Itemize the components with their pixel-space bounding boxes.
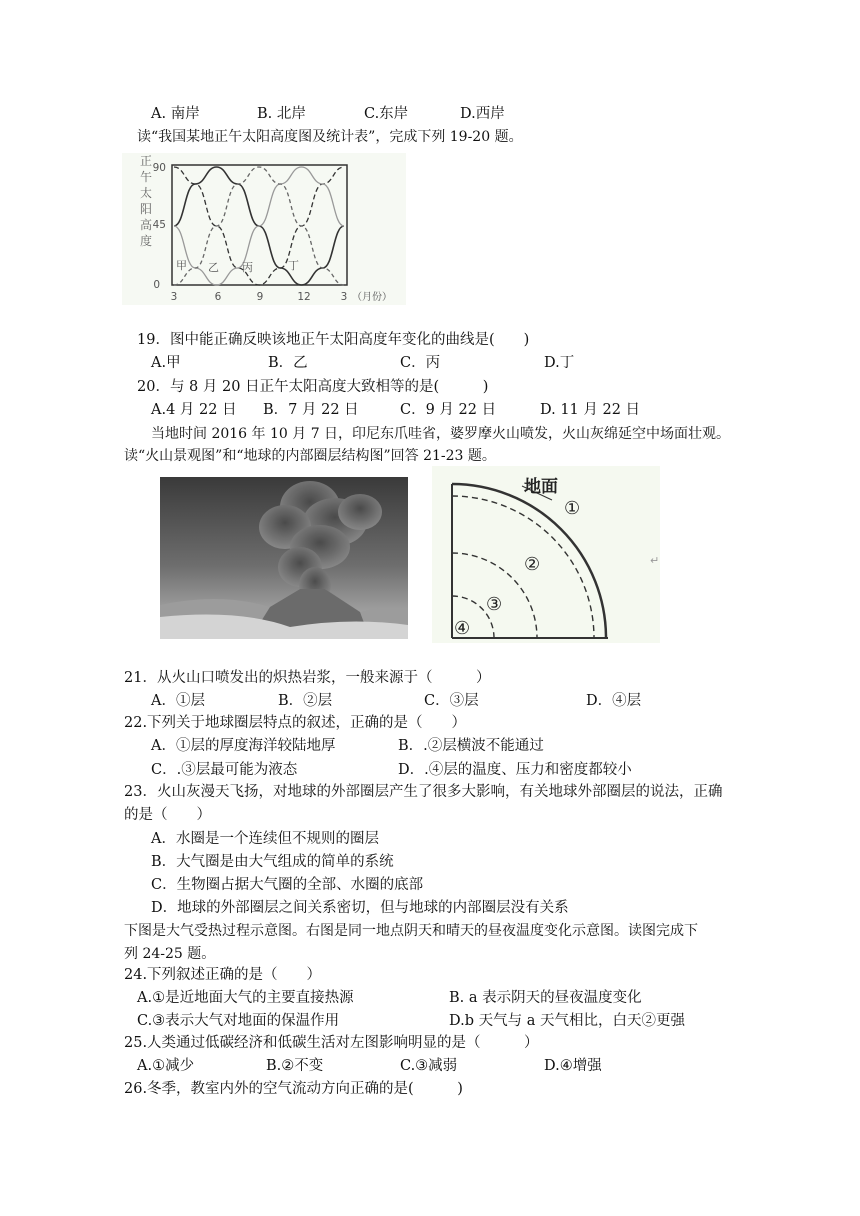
x-tick-label: 3 <box>170 291 178 303</box>
q23-stem-line2: 的是（ ） <box>124 807 211 823</box>
layer-2-label: ② <box>524 554 541 575</box>
y-tick-label: 0 <box>153 279 160 291</box>
q23-option-d: D．地球的外部圈层之间关系密切，但与地球的内部圈层没有关系 <box>151 900 569 916</box>
option-d: D.西岸 <box>460 106 505 122</box>
layer-4-label: ④ <box>454 618 471 639</box>
y-tick-label: 45 <box>152 219 166 231</box>
y-tick-label: 90 <box>152 162 166 174</box>
intro-21-23-line2: 读“火山景观图”和“地球的内部圈层结构图”回答 21-23 题。 <box>124 448 496 464</box>
q24-option-b: B. a 表示阴天的昼夜温度变化 <box>449 990 642 1006</box>
q24-stem: 24.下列叙述正确的是（ ） <box>124 967 322 983</box>
return-mark: ↵ <box>650 554 660 567</box>
q19-option-d: D.丁 <box>544 355 575 371</box>
q21-option-c: C．③层 <box>424 693 479 709</box>
q25-option-a: A.①减少 <box>137 1058 195 1074</box>
q22-option-a: A．①层的厚度海洋较陆地厚 <box>151 738 336 754</box>
x-tick-label: 9 <box>256 291 264 303</box>
curve-label-bing: 丙 <box>242 261 253 274</box>
q19-stem: 19．图中能正确反映该地正午太阳高度年变化的曲线是( ) <box>137 332 530 348</box>
q23-stem-line1: 23．火山灰漫天飞扬，对地球的外部圈层产生了很多大影响，有关地球外部圈层的说法，正确 <box>124 784 723 800</box>
q20-option-b: B．7 月 22 日 <box>263 402 359 418</box>
option-c: C.东岸 <box>364 106 409 122</box>
q25-option-c: C.③减弱 <box>400 1058 458 1074</box>
q24-option-a: A.①是近地面大气的主要直接热源 <box>137 990 354 1006</box>
x-tick-label: 6 <box>214 291 222 303</box>
y-axis-label-char: 太 <box>140 186 153 200</box>
q25-stem: 25.人类通过低碳经济和低碳生活对左图影响明显的是（ ） <box>124 1035 539 1051</box>
curve-label-yi: 乙 <box>208 261 219 274</box>
q21-option-b: B．②层 <box>278 693 333 709</box>
y-axis-label-char: 阳 <box>140 202 153 216</box>
q22-option-b: B．.②层横波不能通过 <box>398 738 544 754</box>
q24-option-c: C.③表示大气对地面的保温作用 <box>137 1013 340 1029</box>
q21-stem: 21．从火山口喷发出的炽热岩浆，一般来源于（ ） <box>124 670 491 686</box>
y-axis-label-char: 正 <box>140 154 153 168</box>
layer-3-label: ③ <box>486 594 503 615</box>
q24-option-d: D.b 天气与 a 天气相比，白天②更强 <box>449 1013 685 1029</box>
earth-layer-diagram <box>432 466 660 643</box>
q22-stem: 22.下列关于地球圈层特点的叙述，正确的是（ ） <box>124 715 467 731</box>
intro-24-25-line2: 列 24-25 题。 <box>124 946 216 962</box>
q20-option-d: D. 11 月 22 日 <box>540 402 641 418</box>
option-a: A. 南岸 <box>151 106 200 122</box>
x-tick-label: 3 <box>340 291 348 303</box>
intro-24-25-line1: 下图是大气受热过程示意图。右图是同一地点阴天和晴天的昼夜温度变化示意图。读图完成下 <box>124 923 698 939</box>
q20-stem: 20．与 8 月 20 日正午太阳高度大致相等的是( ) <box>137 379 489 395</box>
x-tick-label: 12 <box>297 291 311 303</box>
q20-option-c: C．9 月 22 日 <box>400 402 497 418</box>
surface-label: 地面 <box>524 477 558 497</box>
curve-label-jia: 甲 <box>176 259 187 272</box>
q25-option-b: B.②不变 <box>266 1058 324 1074</box>
q21-option-a: A．①层 <box>151 693 205 709</box>
volcano-photo <box>160 477 408 639</box>
intro-21-23-line1: 当地时间 2016 年 10 月 7 日，印尼东爪哇省，婆罗摩火山喷发，火山灰绵延空中场面壮观。 <box>151 426 731 442</box>
y-axis-label-char: 度 <box>140 234 153 248</box>
q22-option-c: C．.③层最可能为液态 <box>151 762 298 778</box>
intro-19-20: 读“我国某地正午太阳高度图及统计表”，完成下列 19-20 题。 <box>137 129 523 145</box>
layer-1-label: ① <box>564 498 581 519</box>
y-axis-label-char: 高 <box>140 218 153 232</box>
q23-option-a: A．水圈是一个连续但不规则的圈层 <box>151 831 379 847</box>
q19-option-a: A.甲 <box>151 355 181 371</box>
y-axis-label-char: 午 <box>140 170 153 184</box>
x-axis-unit: （月份） <box>352 292 392 303</box>
q19-option-c: C．丙 <box>400 355 441 371</box>
q21-option-d: D．④层 <box>586 693 642 709</box>
q22-option-d: D．.④层的温度、压力和密度都较小 <box>398 762 632 778</box>
q23-option-b: B．大气圈是由大气组成的简单的系统 <box>151 854 394 870</box>
q20-option-a: A.4 月 22 日 <box>151 402 237 418</box>
curve-label-ding: 丁 <box>288 259 299 272</box>
q26-stem: 26.冬季，教室内外的空气流动方向正确的是( ) <box>124 1081 463 1097</box>
q19-option-b: B．乙 <box>268 355 308 371</box>
q23-option-c: C．生物圈占据大气圈的全部、水圈的底部 <box>151 877 424 893</box>
option-b: B. 北岸 <box>257 106 306 122</box>
sun-altitude-chart <box>122 153 406 305</box>
q25-option-d: D.④增强 <box>544 1058 602 1074</box>
